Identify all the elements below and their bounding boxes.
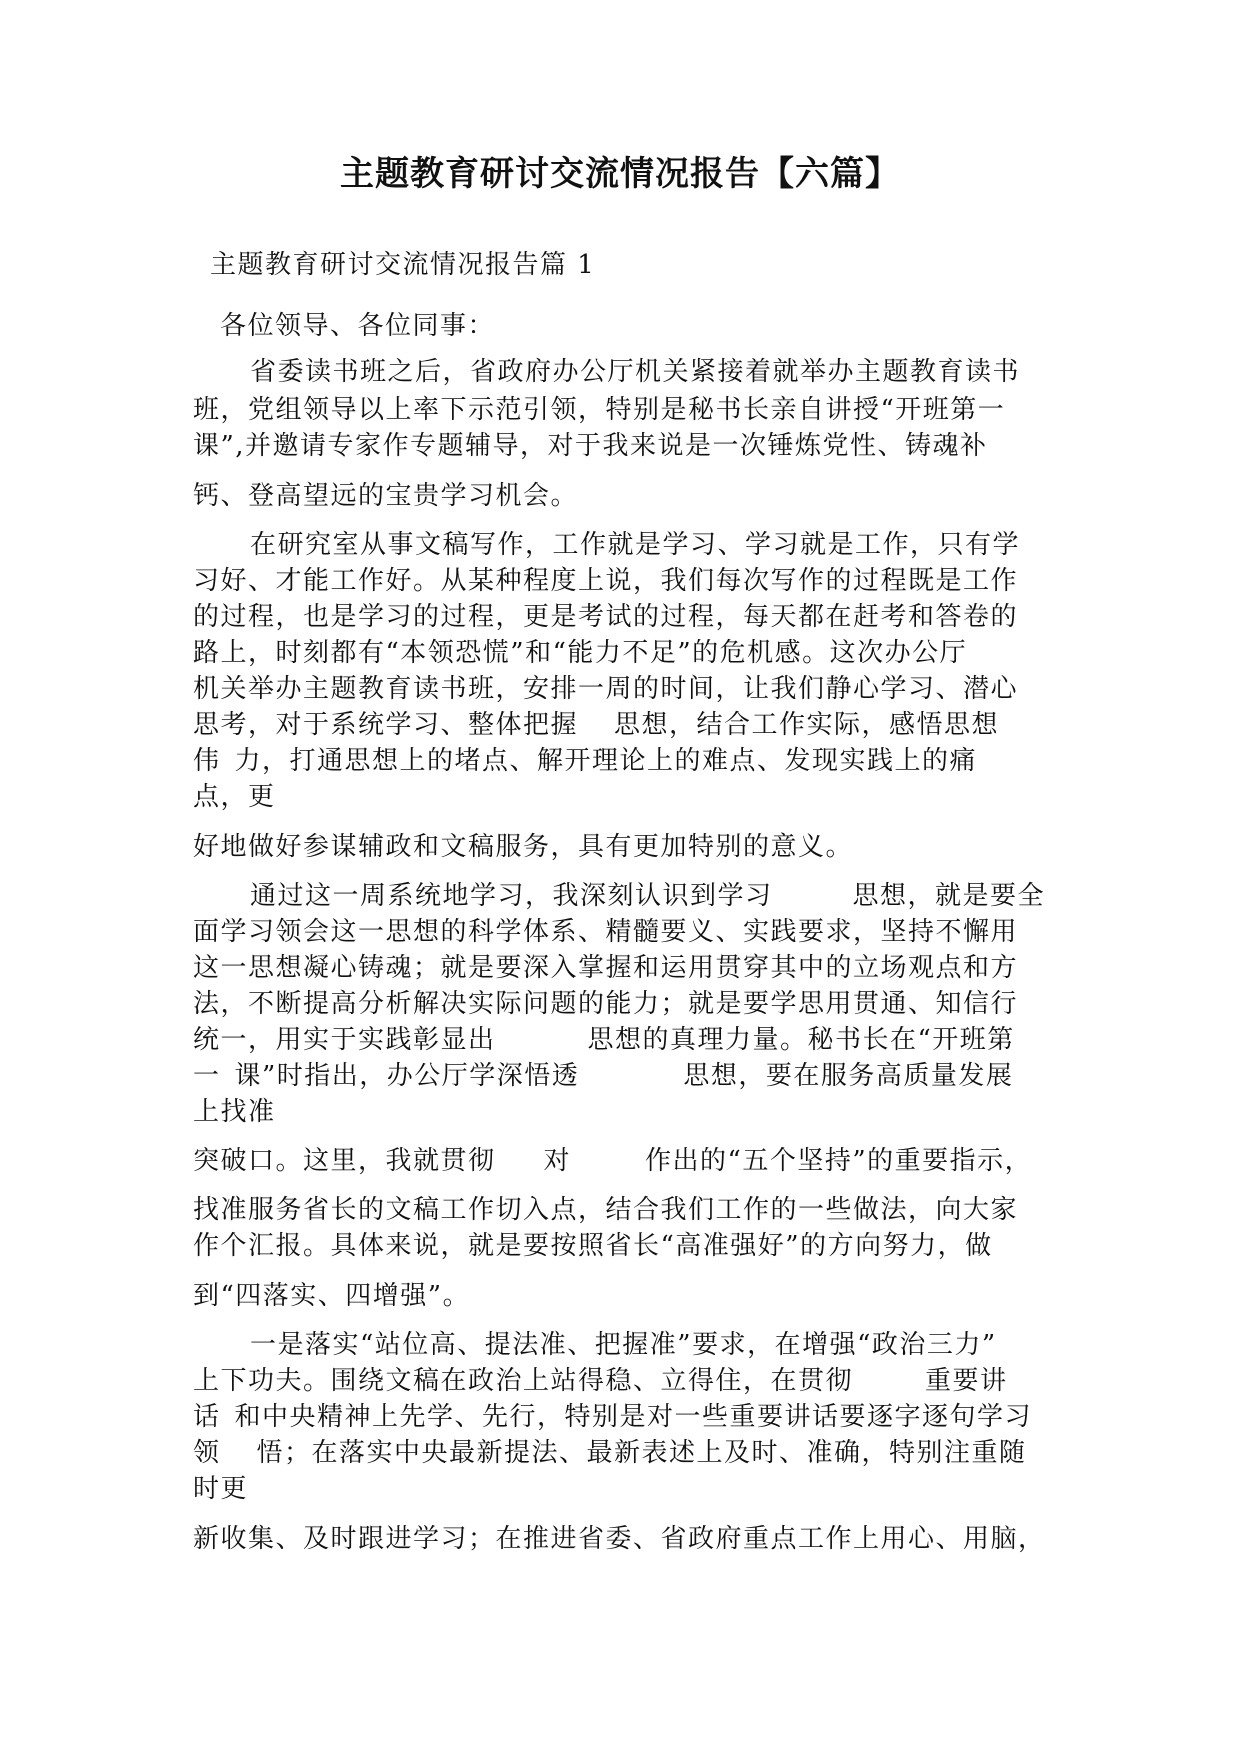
text-line [193,1022,1015,1058]
text-span: 思想的真理力量。秘书长在“开班第 [587,1025,1015,1055]
document-title: 主题教育研讨交流情况报告【六篇】 [340,154,900,194]
text-line [250,878,1045,914]
text-line: 这一思想凝心铸魂；就是要深入掌握和运用贯穿其中的立场观点和方 [193,953,1019,983]
text-line [193,1363,1008,1399]
text-span: 通过这一周系统地学习，我深刻认识到学习 [250,881,773,911]
text-line: 机关举办主题教育读书班，安排一周的时间，让我们静心学习、潜心 [193,674,1019,704]
text-span: 统一，用实于实践彰显出 [193,1025,496,1055]
text-line: 的过程，也是学习的过程，更是考试的过程，每天都在赶考和答卷的 [193,602,1019,632]
text-span: 突破口。这里，我就贯彻 [193,1146,496,1176]
text-line: 好地做好参谋辅政和文稿服务，具有更加特别的意义。 [193,832,854,862]
text-line: 在研究室从事文稿写作，工作就是学习、学习就是工作，只有学 [250,530,1021,560]
text-span: 对 [543,1146,572,1176]
text-line: 点，更 [193,782,276,812]
text-line [193,1399,1032,1435]
text-line: 面学习领会这一思想的科学体系、精髓要义、实践要求，坚持不懈用 [193,917,1019,947]
text-line: 到“四落实、四增强”。 [193,1281,471,1311]
text-line [193,743,977,779]
text-line [193,1435,1027,1471]
text-span: 思考，对于系统学习、整体把握 [193,710,579,740]
text-span: 作出的“五个坚持”的重要指示， [645,1146,1033,1176]
text-line: 课”,并邀请专家作专题辅导，对于我来说是一次锤炼党性、铸魂补 [193,431,988,461]
text-span: 思想，要在服务高质量发展 [683,1061,1014,1091]
text-line: 路上，时刻都有“本领恐慌”和“能力不足”的危机感。这次办公厅 [193,638,968,668]
text-line: 钙、登高望远的宝贵学习机会。 [193,481,579,511]
text-line: 找准服务省长的文稿工作切入点，结合我们工作的一些做法，向大家 [193,1195,1019,1225]
text-span: 思想，结合工作实际，感悟思想 [614,710,1000,740]
text-span: 话 [193,1402,221,1432]
text-span: 力，打通思想上的堵点、解开理论上的难点、发现实践上的痛 [234,746,978,776]
text-span: 思想，就是要全 [852,881,1046,911]
text-line: 法，不断提高分析解决实际问题的能力；就是要学思用贯通、知信行 [193,989,1019,1019]
text-line [193,707,999,743]
text-line: 新收集、及时跟进学习；在推进省委、省政府重点工作上用心、用脑， [193,1524,1046,1554]
text-span: 伟 [193,746,221,776]
text-span: 课”时指出，办公厅学深悟透 [234,1061,580,1091]
text-line: 习好、才能工作好。从某种程度上说，我们每次写作的过程既是工作 [193,566,1019,596]
text-span: 一 [193,1061,221,1091]
section-heading: 主题教育研讨交流情况报告篇 1 [210,250,596,280]
text-span: 领 [193,1438,221,1468]
text-line: 一是落实“站位高、提法准、把握准”要求，在增强“政治三力” [250,1330,997,1360]
text-line: 班，党组领导以上率下示范引领，特别是秘书长亲自讲授“开班第一 [193,395,1006,425]
greeting: 各位领导、各位同事： [220,311,496,341]
text-span: 悟；在落实中央最新提法、最新表述上及时、准确，特别注重随 [256,1438,1027,1468]
text-span: 重要讲 [925,1366,1008,1396]
text-line [193,1058,1013,1094]
text-line: 时更 [193,1474,249,1504]
text-span: 和中央精神上先学、先行，特别是对一些重要讲话要逐字逐句学习 [234,1402,1033,1432]
text-line: 省委读书班之后，省政府办公厅机关紧接着就举办主题教育读书 [250,357,1021,387]
text-span: 上下功夫。围绕文稿在政治上站得稳、立得住，在贯彻 [193,1366,854,1396]
text-line: 上找准 [193,1097,276,1127]
text-line [193,1143,1032,1179]
text-line: 作个汇报。具体来说，就是要按照省长“高准强好”的方向努力，做 [193,1231,993,1261]
